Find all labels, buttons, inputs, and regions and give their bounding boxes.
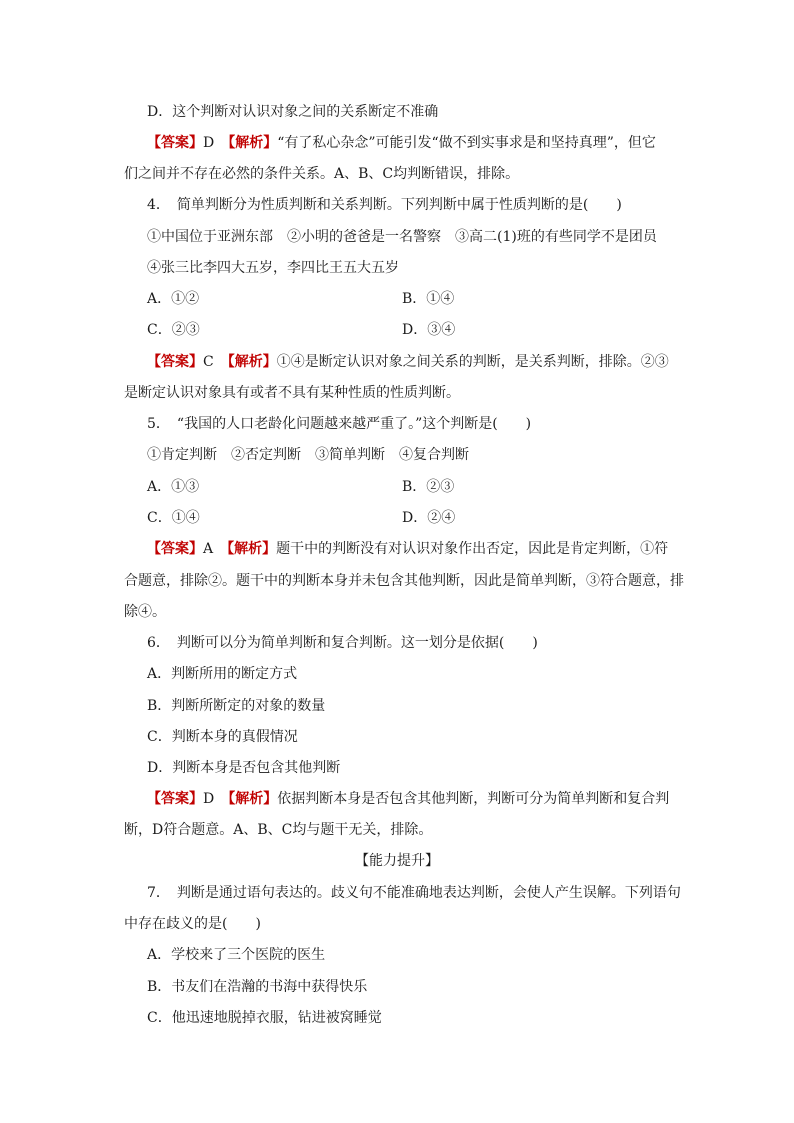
q6-option-c: C．判断本身的真假情况 — [147, 729, 298, 745]
q4-option-a: A．①② — [147, 291, 200, 307]
q5-answer-line-3: 除④。 — [124, 604, 166, 620]
q6-option-a: A．判断所用的断定方式 — [147, 666, 298, 682]
q4-answer-line-1 — [147, 352, 669, 372]
q5-option-a: A．①③ — [147, 479, 200, 495]
analysis-label: 【解析】 — [228, 791, 278, 807]
q7-option-b: B．书友们在浩瀚的书海中获得快乐 — [147, 979, 368, 995]
answer-value: A — [203, 541, 214, 557]
section-heading: 【能力提升】 — [355, 853, 439, 869]
answer-label: 【答案】 — [147, 354, 203, 370]
q6-stem: 6． 判断可以分为简单判断和复合判断。这一划分是依据( ) — [147, 635, 538, 651]
q4-option-b: B．①④ — [402, 291, 455, 307]
q7-stem-2: 中存在歧义的是( ) — [124, 916, 261, 932]
q5-option-d: D．②④ — [402, 510, 456, 526]
q3-option-d: D．这个判断对认识对象之间的关系断定不准确 — [147, 104, 439, 120]
q6-answer-line-1 — [147, 789, 669, 809]
q3-answer-line-2: 们之间并不存在必然的条件关系。A、B、C均判断错误，排除。 — [124, 166, 520, 182]
q6-option-d: D．判断本身是否包含其他判断 — [147, 760, 341, 776]
q4-option-d: D．③④ — [402, 322, 456, 338]
q5-items: ①肯定判断 ②否定判断 ③简单判断 ④复合判断 — [147, 447, 469, 463]
q7-stem-1: 7． 判断是通过语句表达的。歧义句不能准确地表达判断，会使人产生误解。下列语句 — [147, 885, 681, 901]
analysis-label: 【解析】 — [227, 354, 277, 370]
analysis-text: 题干中的判断没有对认识对象作出否定，因此是肯定判断，①符 — [276, 541, 669, 557]
q4-items-2: ④张三比李四大五岁，李四比王五大五岁 — [147, 260, 399, 276]
q6-option-b: B．判断所断定的对象的数量 — [147, 698, 326, 714]
analysis-text: “有了私心杂念”可能引发“做不到实事求是和坚持真理”，但它 — [277, 135, 656, 151]
answer-value: C — [203, 354, 214, 370]
analysis-text: ①④是断定认识对象之间关系的判断，是关系判断，排除。②③ — [276, 354, 669, 370]
q4-items-1: ①中国位于亚洲东部 ②小明的爸爸是一名警察 ③高二(1)班的有些同学不是团员 — [147, 229, 657, 245]
answer-value: D — [203, 135, 215, 151]
analysis-text: 依据判断本身是否包含其他判断，判断可分为简单判断和复合判 — [277, 791, 670, 807]
q4-option-c: C．②③ — [147, 322, 200, 338]
answer-label: 【答案】 — [147, 541, 203, 557]
q7-option-a: A．学校来了三个医院的医生 — [147, 947, 326, 963]
answer-label: 【答案】 — [147, 135, 203, 151]
answer-label: 【答案】 — [147, 791, 203, 807]
answer-value: D — [203, 791, 215, 807]
q3-answer-line-1 — [147, 133, 656, 153]
q5-option-c: C．①④ — [147, 510, 200, 526]
q4-stem: 4． 简单判断分为性质判断和关系判断。下列判断中属于性质判断的是( ) — [147, 197, 622, 213]
q6-answer-line-2: 断，D符合题意。A、B、C均与题干无关，排除。 — [124, 822, 433, 838]
analysis-label: 【解析】 — [227, 541, 277, 557]
analysis-label: 【解析】 — [228, 135, 278, 151]
q7-option-c: C．他迅速地脱掉衣服，钻进被窝睡觉 — [147, 1010, 382, 1026]
q5-answer-line-2: 合题意，排除②。题干中的判断本身并未包含其他判断，因此是简单判断，③符合题意，排 — [124, 573, 684, 589]
q4-answer-line-2: 是断定认识对象具有或者不具有某种性质的性质判断。 — [124, 385, 460, 401]
q5-answer-line-1 — [147, 539, 668, 559]
q5-option-b: B．②③ — [402, 479, 455, 495]
q5-stem: 5． “我国的人口老龄化问题越来越严重了。”这个判断是( ) — [147, 416, 532, 432]
